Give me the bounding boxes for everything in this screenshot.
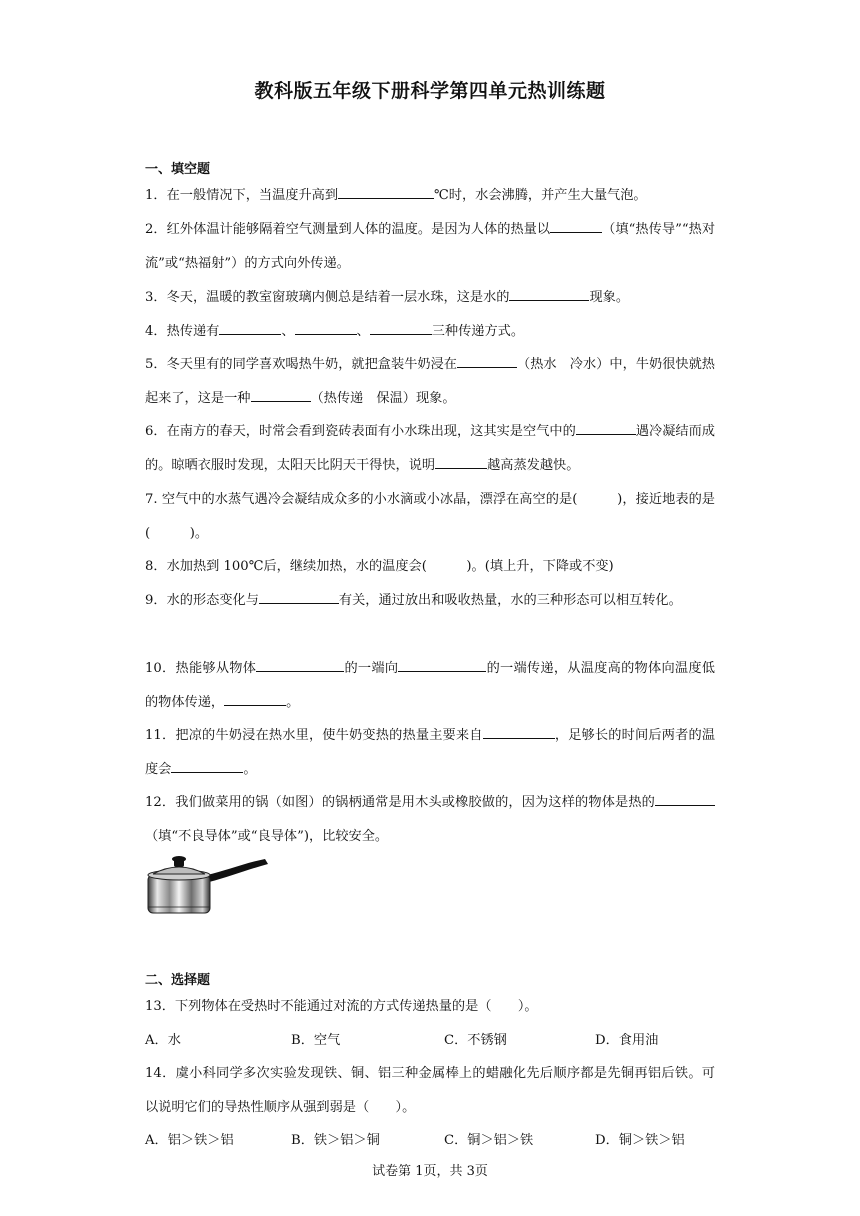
question-2: 2．红外体温计能够隔着空气测量到人体的温度。是因为人体的热量以 （填“热传导”“热对流”或“热福射”）的方式向外传递。: [145, 213, 715, 280]
question-6: 6．在南方的春天，时常会看到瓷砖表面有小水珠出现，这其实是空气中的 遇冷凝结而成的。晾晒衣服时发现，太阳天比阴天干得快，说明 越高蒸发越快。: [145, 415, 715, 482]
question-11: 11．把凉的牛奶浸在热水里，使牛奶变热的热量主要来自 ，足够长的时间后两者的温度会 。: [145, 719, 715, 786]
section-fill-title: 一、填空题: [145, 162, 211, 177]
blank-line: [509, 286, 589, 301]
question-14-options: [145, 1124, 715, 1157]
question-3: 3．冬天，温暖的教室窗玻璃内侧总是结着一层水珠，这是水的 现象。: [145, 281, 715, 315]
blank-line: [370, 320, 432, 335]
option-c[interactable]: C．不锈钢: [444, 1033, 507, 1048]
blank-line: [259, 589, 339, 604]
blank-line: [219, 320, 281, 335]
blank-line: [457, 353, 517, 368]
blank-line: [398, 657, 486, 672]
blank-line: [550, 218, 602, 233]
blank-line: [171, 758, 243, 773]
option-c[interactable]: C．铜＞铝＞铁: [444, 1133, 534, 1148]
option-a[interactable]: A．铝＞铁＞铝: [145, 1133, 234, 1148]
option-d[interactable]: D．铜＞铁＞铝: [595, 1133, 685, 1148]
question-12: 12．我们做菜用的锅（如图）的锅柄通常是用木头或橡胶做的，因为这样的物体是热的（填“不良导体”或“良导体”)，比较安全。: [145, 786, 715, 853]
question-4: 4．热传递有 、 、 三种传递方式。: [145, 315, 715, 349]
blank-line: [576, 420, 636, 435]
question-14: 14．虞小科同学多次实验发现铁、铜、铝三种金属棒上的蜡融化先后顺序都是先铜再铝后铁。可以说明它们的导热性顺序从强到弱是（ ）。: [145, 1066, 715, 1115]
blank-line: [483, 724, 555, 739]
section-choice-title: 二、选择题: [145, 973, 211, 988]
option-b[interactable]: B．空气: [291, 1033, 341, 1048]
saucepan-icon: [145, 855, 270, 917]
question-8: 8．水加热到 100℃后，继续加热，水的温度会( )。(填上升，下降或不变): [145, 559, 614, 574]
blank-line: [295, 320, 357, 335]
option-d[interactable]: D．食用油: [595, 1033, 659, 1048]
option-b[interactable]: B．铁＞铝＞铜: [291, 1133, 380, 1148]
blank-line: [435, 454, 487, 469]
page-title: 教科版五年级下册科学第四单元热训练题: [254, 80, 606, 102]
question-1: 1．在一般情况下，当温度升高到 ℃时，水会沸腾，并产生大量气泡。: [145, 179, 715, 213]
page-footer: 试卷第 1页，共 3页: [372, 1164, 488, 1179]
blank-line: [338, 184, 434, 199]
blank-line: [256, 657, 344, 672]
question-13-options: [145, 1024, 715, 1057]
question-10: 10．热能够从物体 的一端向 的一端传递，从温度高的物体向温度低的物体传递， 。: [145, 652, 715, 719]
option-a[interactable]: A．水: [145, 1033, 181, 1048]
blank-line: [224, 691, 286, 706]
question-5: 5．冬天里有的同学喜欢喝热牛奶，就把盒装牛奶浸在 （热水 冷水）中，牛奶很快就热起来了，这是一种 （热传递 保温）现象。: [145, 348, 715, 415]
blank-line: [655, 791, 715, 806]
question-9: 9．水的形态变化与 有关，通过放出和吸收热量，水的三种形态可以相互转化。: [145, 584, 715, 618]
blank-line: [251, 387, 311, 402]
question-7: 7. 空气中的水蒸气遇冷会凝结成众多的小水滴或小冰晶，漂浮在高空的是( )，接近地表的是( )。: [145, 492, 715, 541]
question-13: 13．下列物体在受热时不能通过对流的方式传递热量的是（ ）。: [145, 999, 538, 1014]
